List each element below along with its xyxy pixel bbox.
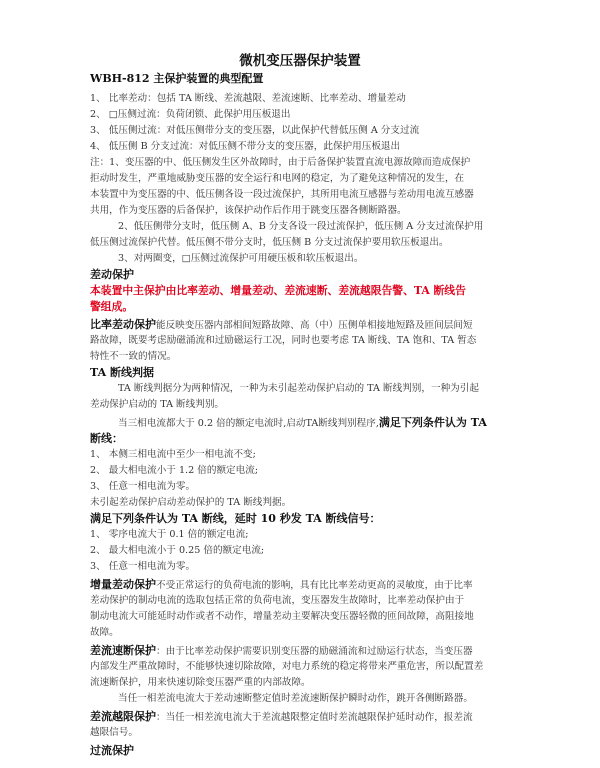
section-heading-overcurrent: 过流保护: [90, 744, 134, 757]
config-item: 3、 低压侧过流：对低压侧带分支的变压器，以此保护代替低压侧 A 分支过流: [90, 125, 420, 136]
ta-condition-bold-cont: 断线：: [90, 432, 123, 445]
section-heading-ta-break: TA 断线判据: [90, 366, 154, 379]
fast-trip-paragraph: [90, 644, 473, 659]
ratio-diff-line: 特性不一致的情况。: [90, 351, 177, 362]
note-line: 拒动时发生，严重地威胁变压器的安全运行和电网的稳定，为了避免这种情况的发生，在: [90, 173, 465, 184]
ta-break-line: TA 断线判据分为两种情况，一种为未引起差动保护启动的 TA 断线判别，一种为引起: [118, 383, 479, 394]
fast-trip-text: ：由于比率差动保护需要识别变压器的励磁涌流和过励运行状态，当变压器: [156, 646, 473, 657]
increment-diff-line: 制动电流大可能延时动作或者不动作，增量差动主要解决变压器轻微的匝间故障，高阻接地: [90, 611, 474, 622]
fast-trip-line: 流速断保护，用来快速切除变压器严重的内部故障。: [90, 677, 311, 688]
note-line: 3、对两圈变，□压侧过流保护可用硬压板和软压板退出。: [118, 253, 364, 264]
increment-diff-line: 故障。: [90, 627, 119, 638]
limit-text: ：当任一相差流电流大于差流越限整定值时差流越限保护延时动作，报差流: [156, 712, 473, 723]
limit-lead: 差流越限保护: [90, 710, 156, 723]
config-item: 4、 低压侧 B 分支过流：对低压侧不带分支的变压器，此保护用压板退出: [90, 141, 401, 152]
fast-trip-lead: 差流速断保护: [90, 644, 156, 657]
config-item: 1、 比率差动：包括 TA 断线、差流越限、差流速断、比率差动、增量差动: [90, 93, 406, 104]
section-heading-differential: 差动保护: [90, 268, 134, 281]
limit-line: 越限信号。: [90, 727, 138, 738]
condition-item: 2、 最大相电流小于 1.2 倍的额定电流;: [90, 465, 259, 476]
condition-item: 3、 任意一相电流为零。: [90, 561, 196, 572]
fast-trip-line: 内部发生严重故障时，不能够快速切除故障，对电力系统的稳定将带来严重危害，所以配置差: [90, 661, 484, 672]
condition-item: 2、 最大相电流小于 0.25 倍的额定电流;: [90, 545, 265, 556]
fast-trip-line: 当任一相差流电流大于差动速断整定值时差流速断保护瞬时动作，跳开各侧断路器。: [118, 693, 473, 704]
page-title: 微机变压器保护装置: [239, 53, 361, 69]
ratio-diff-line: 路故障，既要考虑励磁涌流和过励磁运行工况，同时也要考虑 TA 断线、TA 饱和、TA 暂态: [90, 335, 477, 346]
note-line: 2、低压侧带分支时，低压侧 A、B 分支各设一段过流保护，低压侧 A 分支过流保护用: [118, 221, 484, 232]
ratio-diff-paragraph: [90, 318, 473, 333]
limit-paragraph: [90, 710, 473, 725]
increment-diff-paragraph: [90, 578, 473, 593]
increment-diff-line: 差动保护的制动电流的选取包括正常的负荷电流，变压器发生故障时，比率差动保护由于: [90, 595, 465, 606]
config-item: 2、 □压侧过流：负荷闭锁、此保护用压板退出: [90, 109, 291, 120]
section-heading-wbh812: WBH-812 主保护装置的典型配置: [90, 72, 264, 85]
condition-item: 3、 任意一相电流为零。: [90, 481, 196, 492]
condition2-heading: 满足下列条件认为 TA 断线，延时 10 秒发 TA 断线信号：: [90, 512, 381, 525]
increment-diff-text: 不受正常运行的负荷电流的影响，具有比比率差动更高的灵敏度，由于比率: [156, 580, 473, 591]
ratio-diff-lead: 比率差动保护: [90, 318, 156, 331]
note-line: 本装置中为变压器的中、低压侧各设一段过流保护，其所用电流互感器与差动用电流互感器: [90, 189, 474, 200]
highlight-line: 警组成。: [90, 300, 134, 313]
condition-item: 1、 本侧三相电流中至少一相电流不变;: [90, 449, 256, 460]
increment-diff-lead: 增量差动保护: [90, 578, 156, 591]
note-line: 低压侧过流保护代替。低压侧不带分支时，低压侧 B 分支过流保护要用软压板退出。: [90, 237, 449, 248]
note-line: 共用，作为变压器的后备保护，该保护动作后作用于跳变压器各侧断路器。: [90, 205, 407, 216]
ta-condition-paragraph: [118, 416, 487, 431]
ta-condition-bold: 满足下列条件认为 TA: [378, 416, 487, 429]
highlight-line: 本装置中主保护由比率差动、增量差动、差流速断、差流越限告警、TA 断线告: [90, 284, 466, 297]
ratio-diff-text: 能反映变压器内部相间短路故障、高（中）压侧单相接地短路及匝间层间短: [156, 320, 473, 331]
condition-item: 1、 零序电流大于 0.1 倍的额定电流;: [90, 529, 249, 540]
ta-condition-text: 当三相电流都大于 0.2 倍的额定电流时,启动TA断线判别程序,: [118, 418, 379, 429]
note-line: 注：1、变压器的中、低压侧发生区外故障时，由于后备保护装置直流电源故障而造成保护: [90, 157, 471, 168]
condition-end: 未引起差动保护启动差动保护的 TA 断线判据。: [90, 497, 292, 508]
ta-break-line: 差动保护启动的 TA 断线判别。: [90, 399, 225, 410]
